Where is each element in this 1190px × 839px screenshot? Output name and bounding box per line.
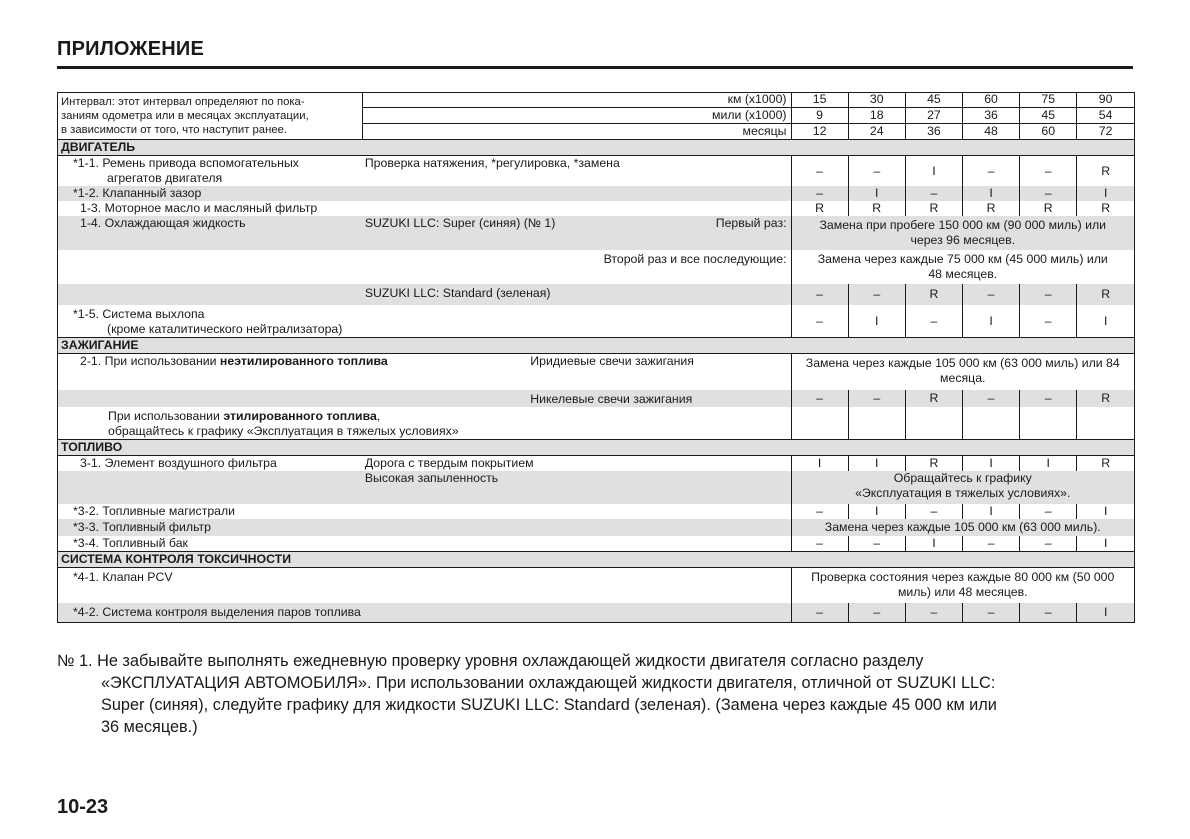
item-label: *3-3. Топливный фильтр [57, 519, 791, 536]
footnote [57, 650, 1137, 738]
row-coolant-first [57, 216, 1134, 250]
schedule-cell: R [905, 456, 962, 472]
schedule-cell: I [962, 456, 1019, 472]
item-label: 1-3. Моторное масло и масляный фильтр [80, 201, 318, 215]
row-evap [57, 603, 1134, 622]
item-label: *1-2. Клапанный зазор [57, 186, 791, 201]
coolant-type-label: SUZUKI LLC: Super (синяя) (№ 1) [364, 216, 556, 230]
schedule-cell: – [848, 156, 905, 187]
schedule-cell: – [1020, 156, 1077, 187]
schedule-cell: I [848, 186, 905, 201]
unit-km: км (x1000) [363, 92, 791, 108]
maintenance-schedule-table [57, 92, 1134, 622]
row-fuel-lines [57, 504, 1134, 519]
schedule-cell: I [848, 456, 905, 472]
unit-months: месяцы [363, 124, 791, 140]
months-cell: 60 [1020, 124, 1077, 140]
pcv-text: Проверка состояния через каждые 80 000 км (50 000 миль) или 48 месяцев. [791, 568, 1134, 604]
schedule-cell: I [962, 305, 1019, 338]
km-cell: 60 [962, 92, 1019, 108]
empty-cell [848, 407, 905, 440]
months-cell: 36 [905, 124, 962, 140]
km-cell: 90 [1077, 92, 1134, 108]
km-cell: 30 [848, 92, 905, 108]
schedule-cell: I [1077, 603, 1134, 622]
miles-cell: 36 [962, 108, 1019, 124]
empty-cell [962, 407, 1019, 440]
footnote-line: Super (синяя), следуйте графику для жидкости SUZUKI LLC: Standard (зеленая). (Замена через каждые 45 000 км или [101, 696, 997, 714]
coolant-next-text: Замена через каждые 75 000 км (45 000 миль) или 48 месяцев. [791, 250, 1134, 284]
row-valve [57, 186, 1134, 201]
miles-cell: 45 [1020, 108, 1077, 124]
item-label-line: *1-5. Система выхлопа [73, 307, 205, 321]
leaded-note [57, 407, 791, 440]
schedule-cell: – [962, 284, 1019, 305]
schedule-cell: R [1077, 284, 1134, 305]
schedule-cell: – [1020, 603, 1077, 622]
km-cell: 75 [1020, 92, 1077, 108]
page-title: ПРИЛОЖЕНИЕ [57, 38, 204, 60]
leaded-note-text: , [376, 409, 381, 423]
empty-cell [791, 407, 848, 440]
months-cell: 12 [791, 124, 848, 140]
item-label [57, 354, 526, 391]
item-label: *3-2. Топливные магистрали [73, 504, 236, 518]
dusty-label: Высокая запыленность [363, 471, 791, 504]
dusty-text: Обращайтесь к графику «Эксплуатация в тяжелых условиях». [791, 471, 1134, 504]
schedule-cell: I [1077, 305, 1134, 338]
interval-km-row [57, 92, 1134, 108]
interval-note-line: заниям одометра или в месяцах эксплуатации, [61, 110, 309, 122]
empty-cell [1020, 407, 1077, 440]
schedule-cell: – [848, 390, 905, 407]
months-cell: 72 [1077, 124, 1134, 140]
schedule-cell: – [791, 603, 848, 622]
row-fuel-filter [57, 519, 1134, 536]
empty-cell [57, 390, 526, 407]
schedule-cell: – [905, 504, 962, 519]
row-spark-iridium [57, 354, 1134, 391]
paved-label: Дорога с твердым покрытием [364, 456, 534, 470]
section-fuel: ТОПЛИВО [57, 440, 1134, 456]
months-cell: 48 [962, 124, 1019, 140]
section-engine: ДВИГАТЕЛЬ [57, 140, 1134, 156]
action-label: Проверка натяжения, *регулировка, *замена [364, 156, 620, 170]
schedule-cell: – [848, 284, 905, 305]
schedule-cell: I [1020, 456, 1077, 472]
row-air-filter-dusty [57, 471, 1134, 504]
schedule-cell: – [905, 305, 962, 338]
section-emission: СИСТЕМА КОНТРОЛЯ ТОКСИЧНОСТИ [57, 552, 1134, 568]
schedule-cell: R [848, 201, 905, 216]
footnote-line: «ЭКСПЛУАТАЦИЯ АВТОМОБИЛЯ». При использовании охлаждающей жидкости двигателя, отличной от SUZUKI LLC: [101, 674, 996, 692]
interval-note [57, 92, 363, 140]
schedule-cell: R [1077, 390, 1134, 407]
item-label [57, 305, 791, 338]
schedule-cell: – [1020, 390, 1077, 407]
schedule-cell: – [1020, 305, 1077, 338]
leaded-note-bold: этилированного топлива [223, 409, 377, 423]
leaded-note-text: При использовании [108, 409, 224, 423]
item-label-line: *1-1. Ремень привода вспомогательных [73, 156, 299, 170]
schedule-cell: R [1077, 201, 1134, 216]
schedule-cell: R [905, 284, 962, 305]
item-label: *3-4. Топливный бак [73, 536, 188, 550]
row-oil [57, 201, 1134, 216]
miles-cell: 9 [791, 108, 848, 124]
row-belt [57, 156, 1134, 187]
footnote-line: № 1. Не забывайте выполнять ежедневную проверку уровня охлаждающей жидкости двигателя согласно разделу [57, 652, 924, 670]
next-time-label: Второй раз и все последующие: [603, 252, 787, 266]
schedule-cell: – [1020, 536, 1077, 552]
schedule-cell: – [962, 603, 1019, 622]
row-fuel-tank [57, 536, 1134, 552]
footnote-line: 36 месяцев.) [101, 718, 198, 736]
schedule-cell: – [962, 390, 1019, 407]
row-spark-nickel [57, 390, 1134, 407]
schedule-cell: – [791, 156, 848, 187]
item-label-text: 2-1. При использовании [80, 354, 220, 368]
schedule-cell: I [962, 186, 1019, 201]
months-cell: 24 [848, 124, 905, 140]
coolant-first-text: Замена при пробеге 150 000 км (90 000 миль) или через 96 месяцев. [791, 216, 1134, 250]
row-exhaust [57, 305, 1134, 338]
section-ignition: ЗАЖИГАНИЕ [57, 338, 1134, 354]
schedule-cell: I [1077, 536, 1134, 552]
item-label: *4-1. Клапан PCV [73, 570, 173, 584]
coolant-type [363, 216, 791, 250]
schedule-cell: R [1077, 156, 1134, 187]
schedule-cell: R [1020, 201, 1077, 216]
schedule-cell: – [791, 536, 848, 552]
schedule-cell: – [905, 186, 962, 201]
schedule-cell: – [962, 536, 1019, 552]
item-label: 1-4. Охлаждающая жидкость [57, 216, 363, 250]
iridium-text: Замена через каждые 105 000 км (63 000 миль) или 84 месяца. [791, 354, 1134, 391]
schedule-cell: R [905, 201, 962, 216]
schedule-cell: – [1020, 186, 1077, 201]
km-cell: 45 [905, 92, 962, 108]
item-label-bold: неэтилированного топлива [219, 354, 388, 368]
schedule-cell: – [791, 284, 848, 305]
empty-cell [1077, 407, 1134, 440]
fuel-filter-text: Замена через каждые 105 000 км (63 000 миль). [791, 519, 1134, 536]
row-coolant-standard [57, 284, 1134, 305]
unit-miles: мили (x1000) [363, 108, 791, 124]
schedule-cell: – [905, 603, 962, 622]
km-cell: 15 [791, 92, 848, 108]
coolant-type-label: SUZUKI LLC: Standard (зеленая) [363, 284, 791, 305]
item-label-line: агрегатов двигателя [107, 171, 223, 185]
item-label: 3-1. Элемент воздушного фильтра [80, 456, 277, 470]
row-pcv [57, 568, 1134, 604]
schedule-cell: – [962, 156, 1019, 187]
schedule-cell: R [1077, 456, 1134, 472]
header-rule [57, 66, 1133, 69]
schedule-cell: – [1020, 504, 1077, 519]
nickel-label: Никелевые свечи зажигания [526, 390, 791, 407]
row-air-filter-paved [57, 456, 1134, 472]
interval-note-line: Интервал: этот интервал определяют по пока- [61, 96, 305, 108]
miles-cell: 18 [848, 108, 905, 124]
miles-cell: 54 [1077, 108, 1134, 124]
empty-cell [57, 471, 363, 504]
interval-note-line: в зависимости от того, что наступит ранее. [61, 124, 288, 136]
page-number: 10-23 [57, 796, 109, 818]
schedule-cell: – [848, 603, 905, 622]
schedule-cell: I [848, 305, 905, 338]
schedule-cell: I [905, 536, 962, 552]
iridium-label: Иридиевые свечи зажигания [530, 354, 694, 368]
item-label: *4-2. Система контроля выделения паров топлива [57, 603, 791, 622]
first-time-label: Первый раз: [715, 216, 787, 230]
schedule-cell: I [1077, 186, 1134, 201]
schedule-cell: – [791, 390, 848, 407]
schedule-cell: – [791, 504, 848, 519]
row-coolant-next [57, 250, 1134, 284]
row-spark-leaded [57, 407, 1134, 440]
item-label [57, 156, 363, 187]
schedule-cell: – [848, 536, 905, 552]
schedule-cell: – [1020, 284, 1077, 305]
schedule-cell: I [791, 456, 848, 472]
schedule-cell: R [905, 390, 962, 407]
schedule-cell: I [1077, 504, 1134, 519]
leaded-note-line: обращайтесь к графику «Эксплуатация в тяжелых условиях» [108, 424, 459, 438]
schedule-cell: R [791, 201, 848, 216]
schedule-cell: – [791, 186, 848, 201]
schedule-cell: I [962, 504, 1019, 519]
miles-cell: 27 [905, 108, 962, 124]
item-label-line: (кроме каталитического нейтрализатора) [107, 322, 343, 336]
schedule-cell: – [791, 305, 848, 338]
empty-cell [905, 407, 962, 440]
schedule-cell: I [848, 504, 905, 519]
schedule-cell: R [962, 201, 1019, 216]
empty-cell [57, 284, 363, 305]
schedule-cell: I [905, 156, 962, 187]
